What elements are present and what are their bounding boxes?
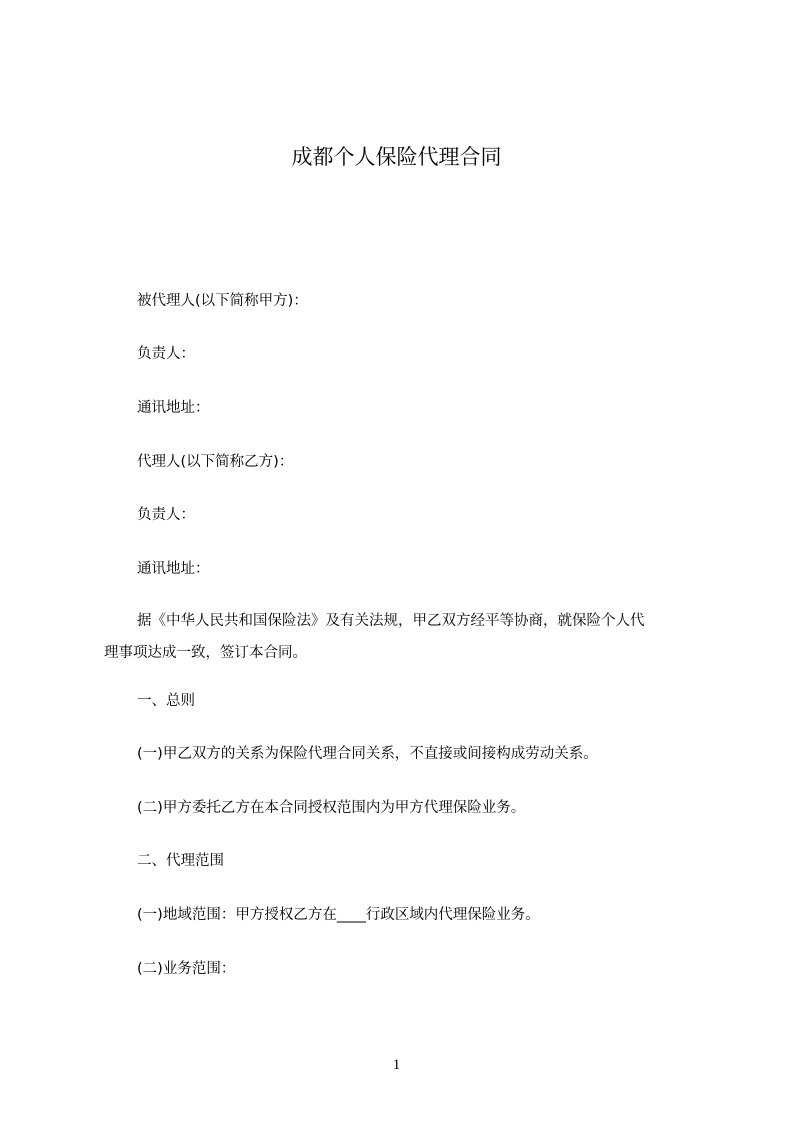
party-b-address: 通讯地址： (137, 561, 210, 577)
section-2-item-1: (一)地域范围：甲方授权乙方在____行政区域内代理保险业务。 (137, 907, 540, 923)
section-2-heading: 二、代理范围 (137, 853, 224, 869)
party-a-principal: 负责人： (137, 346, 195, 362)
section-2-item-2: (二)业务范围： (137, 961, 236, 977)
document-title: 成都个人保险代理合同 (291, 145, 502, 169)
section-1-item-1: (一)甲乙双方的关系为保险代理合同关系，不直接或间接构成劳动关系。 (137, 746, 598, 762)
section-1-item-2: (二)甲方委托乙方在本合同授权范围内为甲方代理保险业务。 (137, 800, 526, 816)
preamble-line-1: 据《中华人民共和国保险法》及有关法规，甲乙双方经平等协商，就保险个人代 (137, 613, 645, 629)
party-b-label: 代理人(以下简称乙方)： (137, 454, 294, 470)
section-1-heading: 一、总则 (137, 693, 195, 709)
party-a-address: 通讯地址： (137, 400, 210, 416)
page-number: 1 (392, 1057, 401, 1073)
preamble-paragraph (104, 605, 704, 669)
party-b-principal: 负责人： (137, 507, 195, 523)
preamble-line-2: 理事项达成一致，签订本合同。 (104, 645, 307, 661)
party-a-label: 被代理人(以下简称甲方)： (137, 293, 308, 309)
